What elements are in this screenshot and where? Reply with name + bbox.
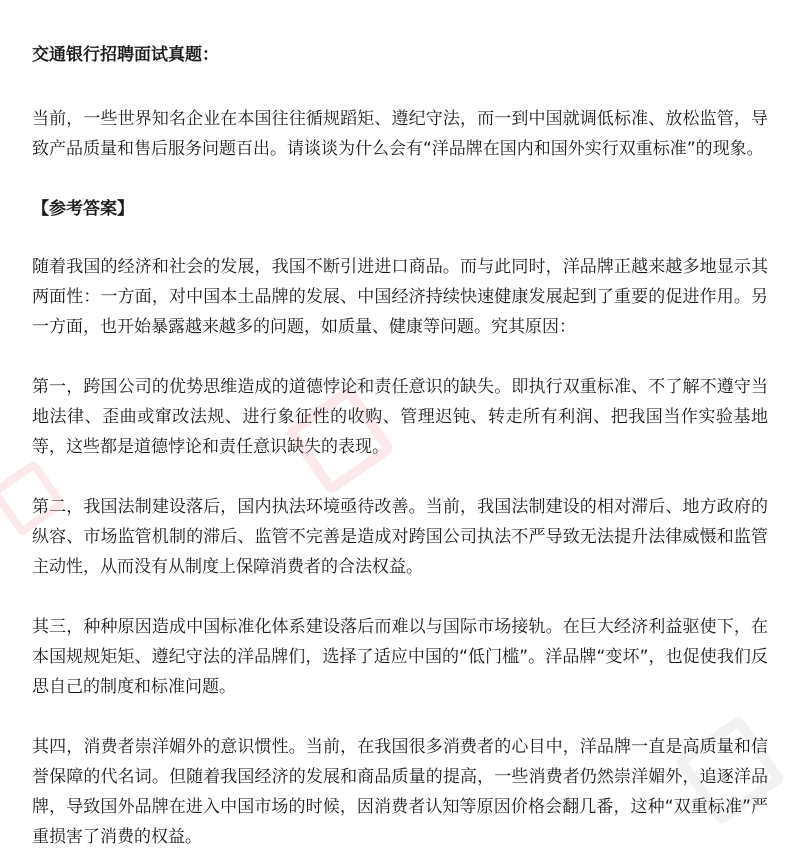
question-text: 当前，一些世界知名企业在本国往往循规蹈矩、遵纪守法，而一到中国就调低标准、放松监管，导致产品质量和售后服务问题百出。请谈谈为什么会有“洋品牌在国内和国外实行双重标准”的现象。 [32,109,768,159]
answer-paragraph-first: 第一，跨国公司的优势思维造成的道德悖论和责任意识的缺失。即执行双重标准、不了解不遵守当地法律、歪曲或窜改法规、进行象征性的收购、管理迟钝、转走所有利润、把我国当作实验基地等，这些都是道德悖论和责任意识缺失的表现。 [32,377,768,457]
answer-paragraph-fourth: 其四，消费者崇洋媚外的意识惯性。当前，在我国很多消费者的心目中，洋品牌一直是高质量和信誉保障的代名词。但随着我国经济的发展和商品质量的提高，一些消费者仍然崇洋媚外，追逐洋品牌，导致国外品牌在进入中国市场的时候，因消费者认知等原因价格会翻几番，这种“双重标准”严重损害了消费的权益。 [32,737,768,847]
answer-heading: 【参考答案】 [32,199,134,219]
answer-paragraph-second: 第二，我国法制建设落后，国内执法环境亟待改善。当前，我国法制建设的相对滞后、地方政府的纵容、市场监管机制的滞后、监管不完善是造成对跨国公司执法不严导致无法提升法律威慑和监管主动性，从而没有从制度上保障消费者的合法权益。 [32,497,768,577]
answer-paragraph-intro: 随着我国的经济和社会的发展，我国不断引进进口商品。而与此同时，洋品牌正越来越多地显示其两面性：一方面，对中国本土品牌的发展、中国经济持续快速健康发展起到了重要的促进作用。另一方面，也开始暴露越来越多的问题，如质量、健康等问题。究其原因： [32,257,768,337]
document-title: 交通银行招聘面试真题： [32,45,219,65]
answer-paragraph-third: 其三，种种原因造成中国标准化体系建设落后而难以与国际市场接轨。在巨大经济利益驱使下，在本国规规矩矩、遵纪守法的洋品牌们，选择了适应中国的“低门槛”。洋品牌“变坏”，也促使我们反思自己的制度和标准问题。 [32,617,768,697]
